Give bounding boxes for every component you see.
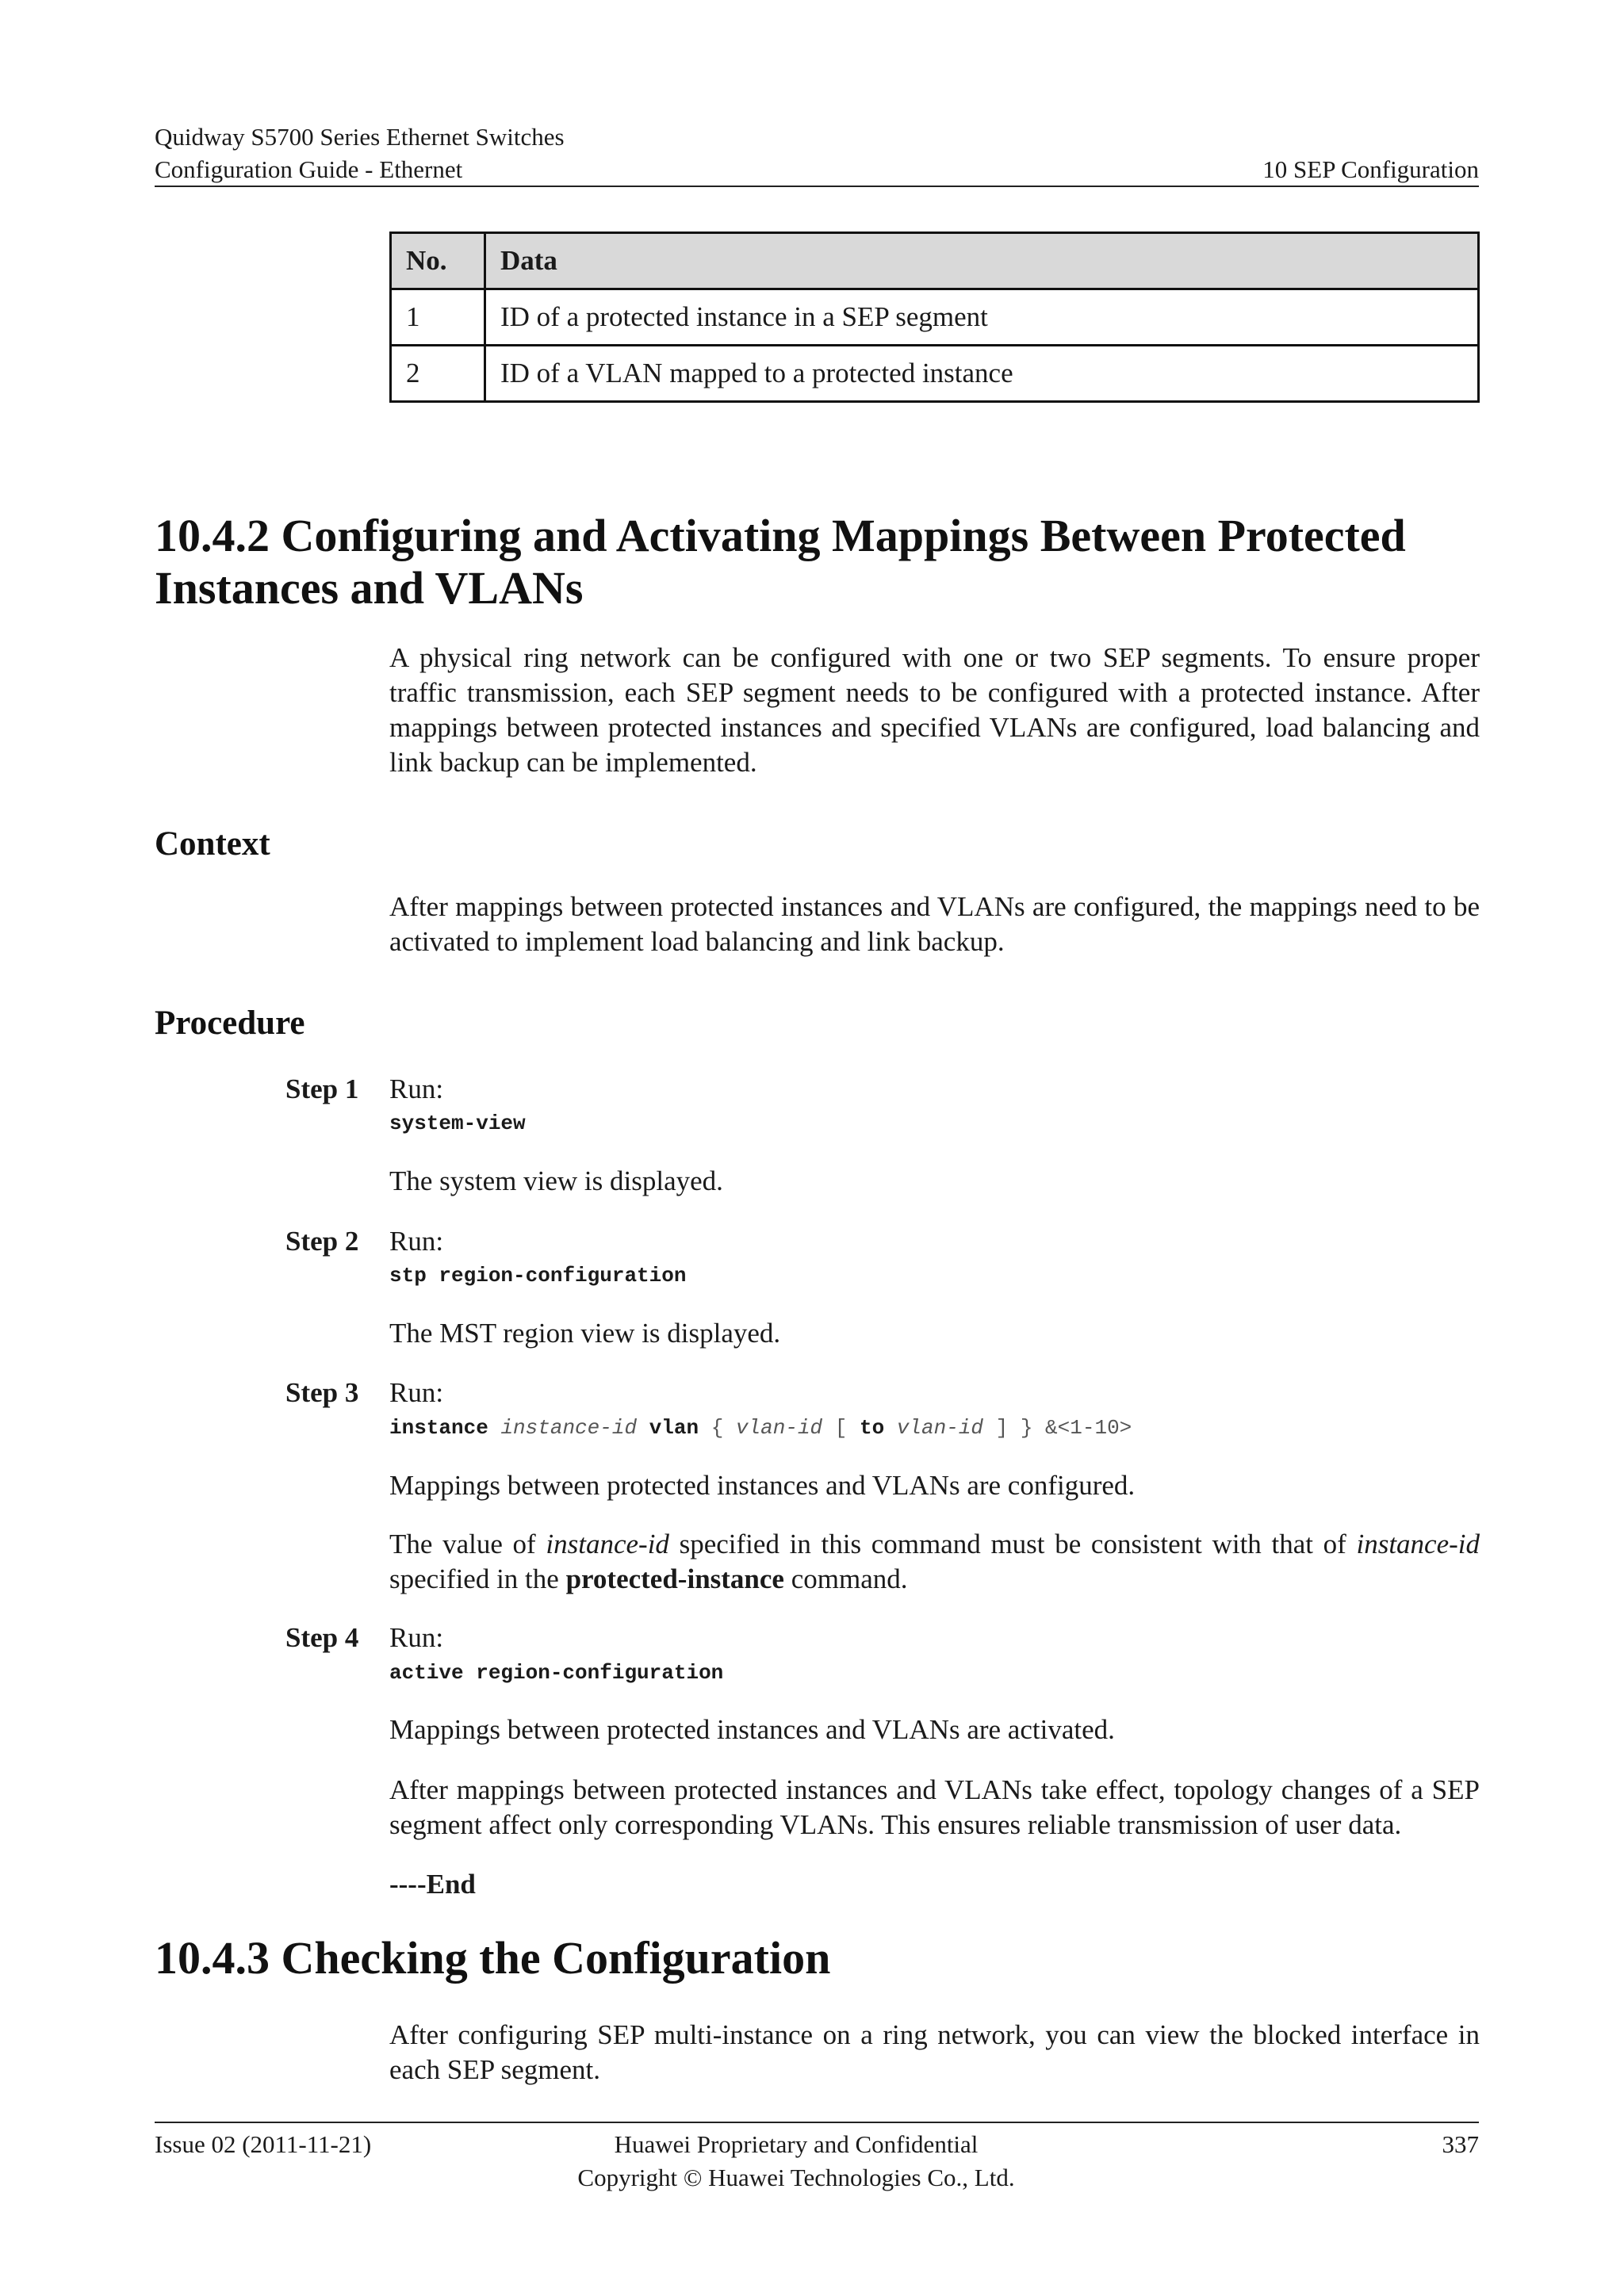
note-text: specified in this command must be consistent with that of	[668, 1529, 1357, 1559]
section-title-1043: 10.4.3 Checking the Configuration	[155, 1932, 831, 1984]
step-3-label: Step 3	[285, 1377, 359, 1408]
command-keyword: instance	[389, 1416, 488, 1440]
step-4-result: Mappings between protected instances and VLANs are activated.	[389, 1714, 1115, 1745]
command-keyword: vlan	[649, 1416, 699, 1440]
command-punct: [	[834, 1416, 848, 1440]
step-1-result: The system view is displayed.	[389, 1165, 723, 1196]
table-row	[391, 289, 1479, 346]
footer-copyright: Copyright © Huawei Technologies Co., Ltd.	[577, 2164, 1015, 2191]
command-punct: {	[710, 1416, 724, 1440]
footer-issue: Issue 02 (2011-11-21)	[155, 2130, 372, 2158]
procedure-end: ----End	[389, 1869, 476, 1900]
table-row	[391, 346, 1479, 402]
step-1-label: Step 1	[285, 1073, 359, 1104]
table-cell-data: ID of a protected instance in a SEP segment	[485, 289, 1479, 346]
step-2-label: Step 2	[285, 1226, 359, 1257]
header-chapter: 10 SEP Configuration	[1262, 155, 1479, 183]
step-4-label: Step 4	[285, 1622, 359, 1653]
note-italic: instance-id	[546, 1529, 669, 1559]
header-rule	[155, 186, 1479, 187]
section-title-line1: 10.4.2 Configuring and Activating Mappings Between Protected	[155, 510, 1406, 561]
procedure-heading: Procedure	[155, 1004, 305, 1042]
step-2-command	[389, 1260, 686, 1292]
step-4-run: Run:	[389, 1622, 444, 1653]
step-4-command	[389, 1657, 723, 1689]
step-2-run: Run:	[389, 1226, 444, 1257]
step-3-note	[389, 1527, 1480, 1597]
command-arg: vlan-id	[896, 1416, 984, 1440]
table-cell-no: 2	[391, 346, 485, 402]
command-text: system-view	[389, 1112, 526, 1135]
note-bold: protected-instance	[565, 1563, 784, 1594]
footer-proprietary: Huawei Proprietary and Confidential	[614, 2130, 979, 2158]
table-header-data: Data	[485, 233, 1479, 289]
table-cell-data: ID of a VLAN mapped to a protected instance	[485, 346, 1479, 402]
context-text: After mappings between protected instances and VLANs are configured, the mappings need to be activated to implement load balancing and link backup.	[389, 891, 1480, 957]
command-text: active region-configuration	[389, 1661, 724, 1685]
step-3-command	[389, 1412, 1132, 1444]
step-2-result: The MST region view is displayed.	[389, 1318, 781, 1349]
command-text: stp region-configuration	[389, 1264, 687, 1288]
section-1043-intro: After configuring SEP multi-instance on a ring network, you can view the blocked interface in each SEP segment.	[389, 2019, 1480, 2085]
command-punct: ] } &<1-10>	[995, 1416, 1132, 1440]
footer-page-number: 337	[1442, 2130, 1479, 2158]
note-text: specified in the	[389, 1563, 566, 1594]
step-1-run: Run:	[389, 1073, 444, 1104]
step-3-run: Run:	[389, 1377, 444, 1408]
step-1-command	[389, 1108, 526, 1139]
context-heading: Context	[155, 825, 270, 863]
table-cell-no: 1	[391, 289, 485, 346]
table-header-no: No.	[391, 233, 485, 289]
command-arg: vlan-id	[735, 1416, 823, 1440]
command-keyword: to	[859, 1416, 885, 1440]
section-intro: A physical ring network can be configured with one or two SEP segments. To ensure proper traffic transmission, each SEP segment needs to be configured with a protected instance. After mappings between protected instances and specified VLANs are configured, load balancing and link backup can be implemented.	[389, 642, 1480, 778]
step-4-note: After mappings between protected instances and VLANs take effect, topology changes of a SEP segment affect only corresponding VLANs. This ensures reliable transmission of user data.	[389, 1774, 1480, 1840]
note-italic: instance-id	[1356, 1529, 1480, 1559]
header-product: Quidway S5700 Series Ethernet Switches	[155, 123, 565, 151]
table-header-row	[391, 233, 1479, 289]
section-title-line2: Instances and VLANs	[155, 562, 584, 614]
note-text: command.	[783, 1563, 908, 1594]
step-3-result: Mappings between protected instances and VLANs are configured.	[389, 1470, 1136, 1501]
note-text: The value of	[389, 1529, 546, 1559]
section-title	[155, 510, 1406, 614]
header-guide: Configuration Guide - Ethernet	[155, 155, 463, 183]
footer-rule	[155, 2122, 1479, 2123]
command-arg: instance-id	[500, 1416, 638, 1440]
data-table	[389, 232, 1480, 403]
